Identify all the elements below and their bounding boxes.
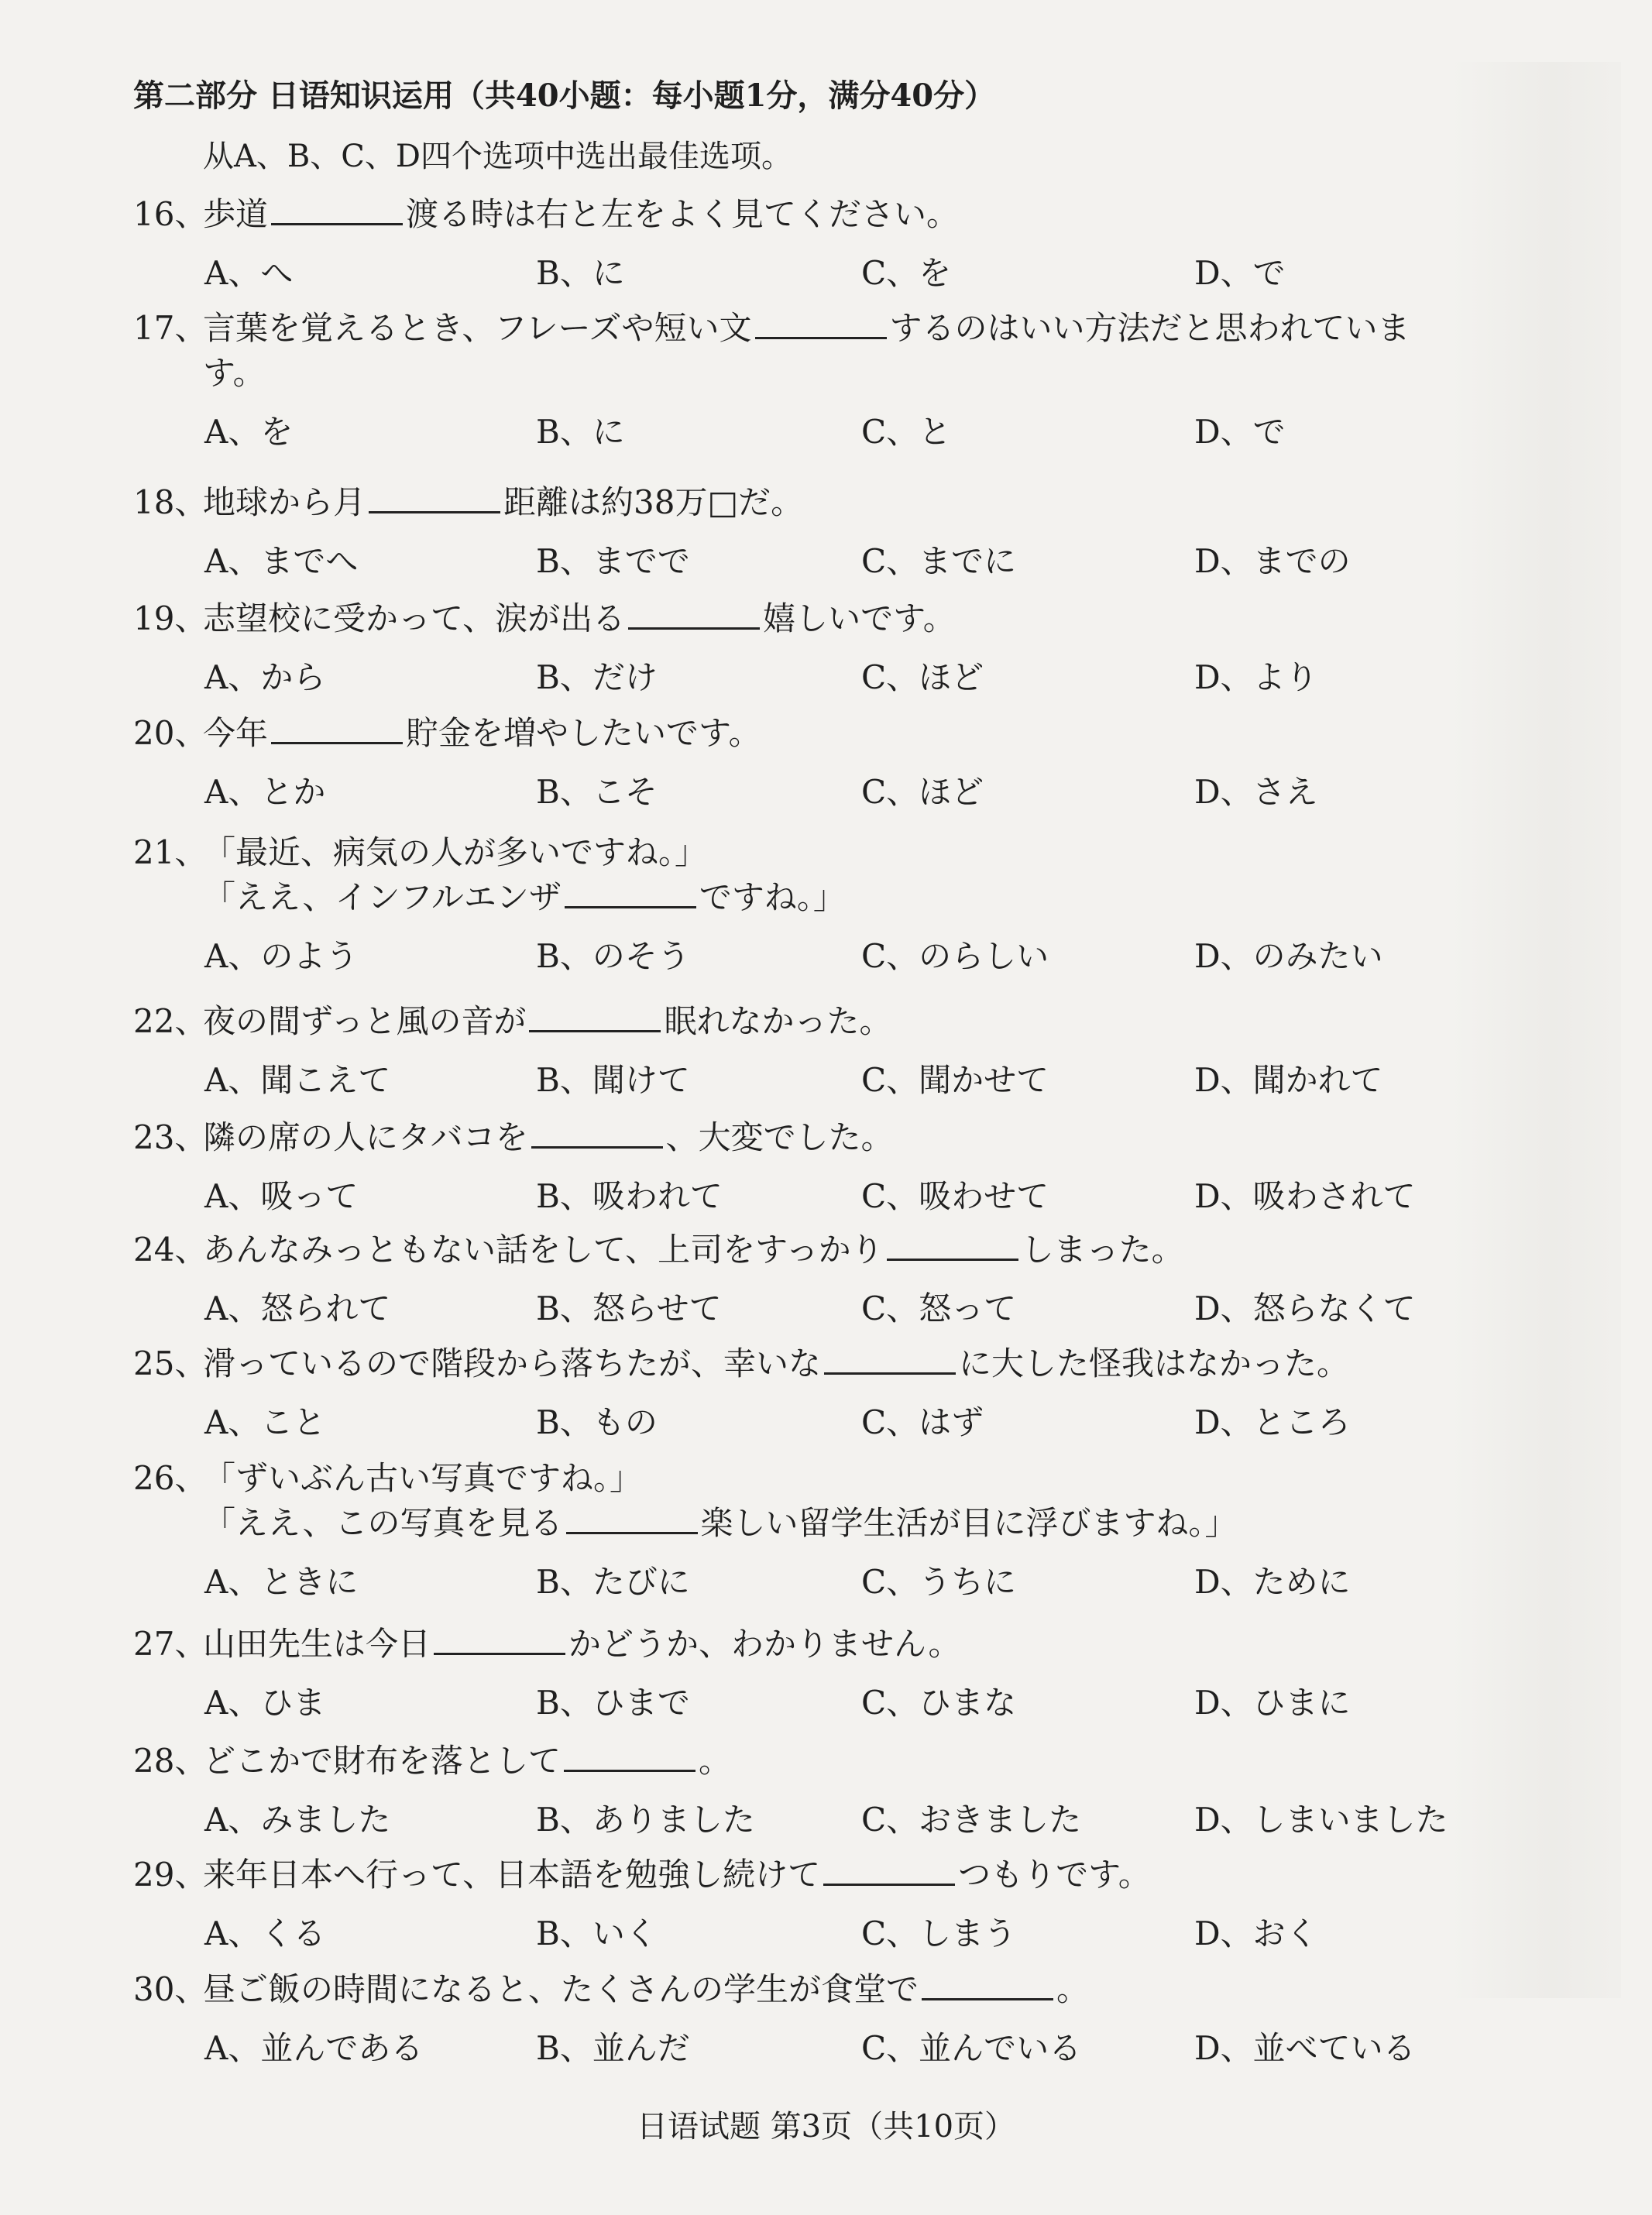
option-a: A、から xyxy=(204,658,326,696)
option-row xyxy=(133,396,1605,452)
option-c: C、ほど xyxy=(861,773,984,811)
option-a: A、のよう xyxy=(204,937,359,975)
option-b: B、こそ xyxy=(536,773,658,811)
question-stem xyxy=(133,1341,1605,1386)
question-stem xyxy=(133,1739,1605,1784)
question-text-after-blank: するのはいい方法だと思われていま xyxy=(889,309,1410,347)
option-row xyxy=(133,1897,1605,1953)
question-number: 29、 xyxy=(133,1856,208,1894)
answer-blank xyxy=(529,999,661,1032)
option-b: B、だけ xyxy=(536,658,658,696)
option-row xyxy=(133,1546,1605,1602)
question-item xyxy=(133,830,1605,976)
option-d: D、のみたい xyxy=(1194,937,1383,975)
question-number: 24、 xyxy=(133,1231,208,1269)
question-text: 山田先生は今日 xyxy=(203,1625,431,1663)
option-row xyxy=(133,1386,1605,1442)
question-item xyxy=(133,1739,1605,1839)
option-c: C、うちに xyxy=(861,1563,1017,1601)
option-b: B、に xyxy=(536,254,625,292)
question-text-after-blank: に大した怪我はなかった。 xyxy=(959,1344,1350,1382)
question-text: 言葉を覚えるとき、フレーズや短い文 xyxy=(203,309,752,347)
option-c: C、までに xyxy=(861,542,1017,580)
option-a: A、へ xyxy=(204,254,294,292)
option-a: A、ひま xyxy=(204,1684,326,1722)
question-text-after-blank: 、大変でした。 xyxy=(665,1118,894,1156)
question-text: 今年 xyxy=(203,714,269,752)
option-b: B、聞けて xyxy=(536,1061,690,1099)
option-row xyxy=(133,1667,1605,1722)
option-d: D、ところ xyxy=(1194,1403,1351,1441)
option-b: B、ありました xyxy=(536,1801,755,1839)
question-item xyxy=(133,306,1605,452)
section-title: 第二部分 日语知识运用（共40小题：每小题1分，满分40分） xyxy=(133,77,996,114)
question-stem xyxy=(133,1853,1605,1897)
question-stem-line2 xyxy=(133,351,1605,396)
question-item xyxy=(133,1967,1605,2068)
option-a: A、吸って xyxy=(204,1177,359,1215)
option-a: A、くる xyxy=(204,1915,326,1952)
question-text-after-blank: つもりです。 xyxy=(958,1856,1151,1894)
option-b: B、のそう xyxy=(536,937,690,975)
option-c: C、怒って xyxy=(861,1290,1017,1327)
option-c: C、はず xyxy=(861,1403,984,1441)
option-d: D、さえ xyxy=(1194,773,1318,811)
question-text: す。 xyxy=(203,354,266,392)
option-c: C、を xyxy=(861,254,952,292)
question-number: 22、 xyxy=(133,1002,208,1040)
option-row xyxy=(133,2012,1605,2068)
option-d: D、ために xyxy=(1194,1563,1351,1601)
question-text-after-blank: 楽しい留学生活が目に浮びますね。」 xyxy=(700,1504,1238,1542)
question-text: 地球から月 xyxy=(203,483,366,521)
option-d: D、ひまに xyxy=(1194,1684,1351,1722)
option-c: C、と xyxy=(861,413,952,451)
option-c: C、おきました xyxy=(861,1801,1082,1839)
question-number: 30、 xyxy=(133,1970,208,2008)
option-row xyxy=(133,525,1605,581)
question-text: 滑っているので階段から落ちたが、幸いな xyxy=(203,1344,822,1382)
question-item xyxy=(133,192,1605,293)
question-number: 17、 xyxy=(133,309,208,347)
question-item xyxy=(133,480,1605,581)
question-number: 27、 xyxy=(133,1625,208,1663)
question-text: 夜の間ずっと風の音が xyxy=(203,1002,527,1040)
question-number: 19、 xyxy=(133,599,208,637)
option-b: B、いく xyxy=(536,1915,658,1952)
answer-blank xyxy=(628,596,760,630)
question-stem xyxy=(133,480,1605,525)
question-item xyxy=(133,1456,1605,1602)
question-stem xyxy=(133,1228,1605,1272)
question-item xyxy=(133,1853,1605,1953)
option-row xyxy=(133,237,1605,293)
option-d: D、聞かれて xyxy=(1194,1061,1383,1099)
option-d: D、吸わされて xyxy=(1194,1177,1416,1215)
answer-blank xyxy=(755,306,887,339)
question-item xyxy=(133,596,1605,697)
question-text: 「ええ、インフルエンザ xyxy=(203,878,562,916)
question-stem xyxy=(133,1967,1605,2012)
option-c: C、聞かせて xyxy=(861,1061,1049,1099)
question-stem xyxy=(133,1115,1605,1160)
question-stem xyxy=(133,711,1605,756)
question-stem-line2 xyxy=(133,1501,1605,1546)
option-b: B、もの xyxy=(536,1403,658,1441)
option-a: A、こと xyxy=(204,1403,326,1441)
question-stem xyxy=(133,596,1605,641)
question-stem xyxy=(133,192,1605,237)
question-number: 16、 xyxy=(133,195,208,233)
option-row xyxy=(133,1784,1605,1839)
question-item xyxy=(133,1622,1605,1722)
question-item xyxy=(133,711,1605,812)
page-footer: 日语试题 第3页（共10页） xyxy=(636,2109,1016,2145)
question-number: 26、 xyxy=(133,1459,208,1497)
option-d: D、より xyxy=(1194,658,1318,696)
question-text: 「ええ、この写真を見る xyxy=(203,1504,563,1542)
question-text: あんなみっともない話をして、上司をすっかり xyxy=(203,1231,884,1269)
option-b: B、に xyxy=(536,413,625,451)
answer-blank xyxy=(887,1228,1018,1261)
question-item xyxy=(133,1115,1605,1216)
question-item xyxy=(133,1341,1605,1442)
answer-blank xyxy=(922,1967,1053,2000)
option-d: D、おく xyxy=(1194,1915,1318,1952)
option-b: B、並んだ xyxy=(536,2029,690,2067)
option-a: A、を xyxy=(204,413,294,451)
answer-blank xyxy=(565,875,696,908)
option-d: D、怒らなくて xyxy=(1194,1290,1416,1327)
option-c: C、しまう xyxy=(861,1915,1017,1952)
question-number: 28、 xyxy=(133,1742,208,1780)
question-number: 23、 xyxy=(133,1118,208,1156)
option-d: D、しまいました xyxy=(1194,1801,1448,1839)
question-stem xyxy=(133,1622,1605,1667)
option-c: C、のらしい xyxy=(861,937,1049,975)
option-a: A、とか xyxy=(204,773,326,811)
answer-blank xyxy=(531,1115,663,1149)
option-b: B、怒らせて xyxy=(536,1290,722,1327)
question-text-after-blank: 嬉しいです。 xyxy=(763,599,956,637)
question-text: 昼ご飯の時間になると、たくさんの学生が食堂で xyxy=(203,1970,919,2008)
option-row xyxy=(133,920,1605,976)
option-row xyxy=(133,1044,1605,1100)
question-text: 「ずいぶん古い写真ですね。」 xyxy=(203,1459,643,1497)
question-text: 志望校に受かって、涙が出る xyxy=(203,599,626,637)
answer-blank xyxy=(369,480,500,513)
question-text-after-blank: 。 xyxy=(699,1742,732,1780)
answer-blank xyxy=(823,1853,955,1886)
question-text: 歩道 xyxy=(203,195,269,233)
option-b: B、ひまで xyxy=(536,1684,690,1722)
question-stem xyxy=(133,999,1605,1044)
answer-blank xyxy=(566,1501,698,1534)
answer-blank xyxy=(434,1622,565,1655)
question-number: 21、 xyxy=(133,833,208,871)
option-row xyxy=(133,756,1605,812)
question-text-after-blank: しまった。 xyxy=(1021,1231,1184,1269)
option-a: A、みました xyxy=(204,1801,391,1839)
option-a: A、聞こえて xyxy=(204,1061,391,1099)
instruction: 从A、B、C、D四个选项中选出最佳选项。 xyxy=(203,139,792,174)
option-c: C、並んでいる xyxy=(861,2029,1082,2067)
answer-blank xyxy=(271,192,403,225)
question-stem xyxy=(133,1456,1605,1501)
question-item xyxy=(133,1228,1605,1328)
option-c: C、吸わせて xyxy=(861,1177,1049,1215)
question-text-after-blank: かどうか、わかりません。 xyxy=(568,1625,961,1663)
question-text-after-blank: ですね。」 xyxy=(699,878,846,916)
option-d: D、並べている xyxy=(1194,2029,1416,2067)
option-b: B、たびに xyxy=(536,1563,690,1601)
question-number: 20、 xyxy=(133,714,208,752)
option-a: A、ときに xyxy=(204,1563,359,1601)
question-number: 18、 xyxy=(133,483,208,521)
option-a: A、怒られて xyxy=(204,1290,391,1327)
answer-blank xyxy=(824,1341,956,1375)
option-d: D、で xyxy=(1194,254,1286,292)
option-a: A、並んである xyxy=(204,2029,424,2067)
question-text-after-blank: 渡る時は右と左をよく見てください。 xyxy=(406,195,960,233)
question-text-after-blank: 距離は約38万□だ。 xyxy=(503,483,804,521)
option-b: B、までで xyxy=(536,542,690,580)
question-stem-line2 xyxy=(133,875,1605,920)
option-row xyxy=(133,1272,1605,1328)
question-text: 来年日本へ行って、日本語を勉強し続けて xyxy=(203,1856,821,1894)
option-d: D、で xyxy=(1194,413,1286,451)
option-c: C、ひまな xyxy=(861,1684,1017,1722)
option-b: B、吸われて xyxy=(536,1177,723,1215)
answer-blank xyxy=(564,1739,695,1772)
question-stem xyxy=(133,306,1605,351)
question-text: どこかで財布を落として xyxy=(203,1742,562,1780)
option-row xyxy=(133,1160,1605,1216)
question-stem xyxy=(133,830,1605,875)
question-text-after-blank: 眠れなかった。 xyxy=(664,1002,892,1040)
question-text-after-blank: 。 xyxy=(1056,1970,1090,2008)
option-d: D、までの xyxy=(1194,542,1351,580)
option-a: A、までへ xyxy=(204,542,359,580)
answer-blank xyxy=(271,711,403,744)
question-number: 25、 xyxy=(133,1344,208,1382)
question-text: 隣の席の人にタバコを xyxy=(203,1118,528,1156)
question-text: 「最近、病気の人が多いですね。」 xyxy=(203,833,708,871)
question-text-after-blank: 貯金を増やしたいです。 xyxy=(406,714,761,752)
option-row xyxy=(133,641,1605,697)
question-item xyxy=(133,999,1605,1100)
option-c: C、ほど xyxy=(861,658,984,696)
